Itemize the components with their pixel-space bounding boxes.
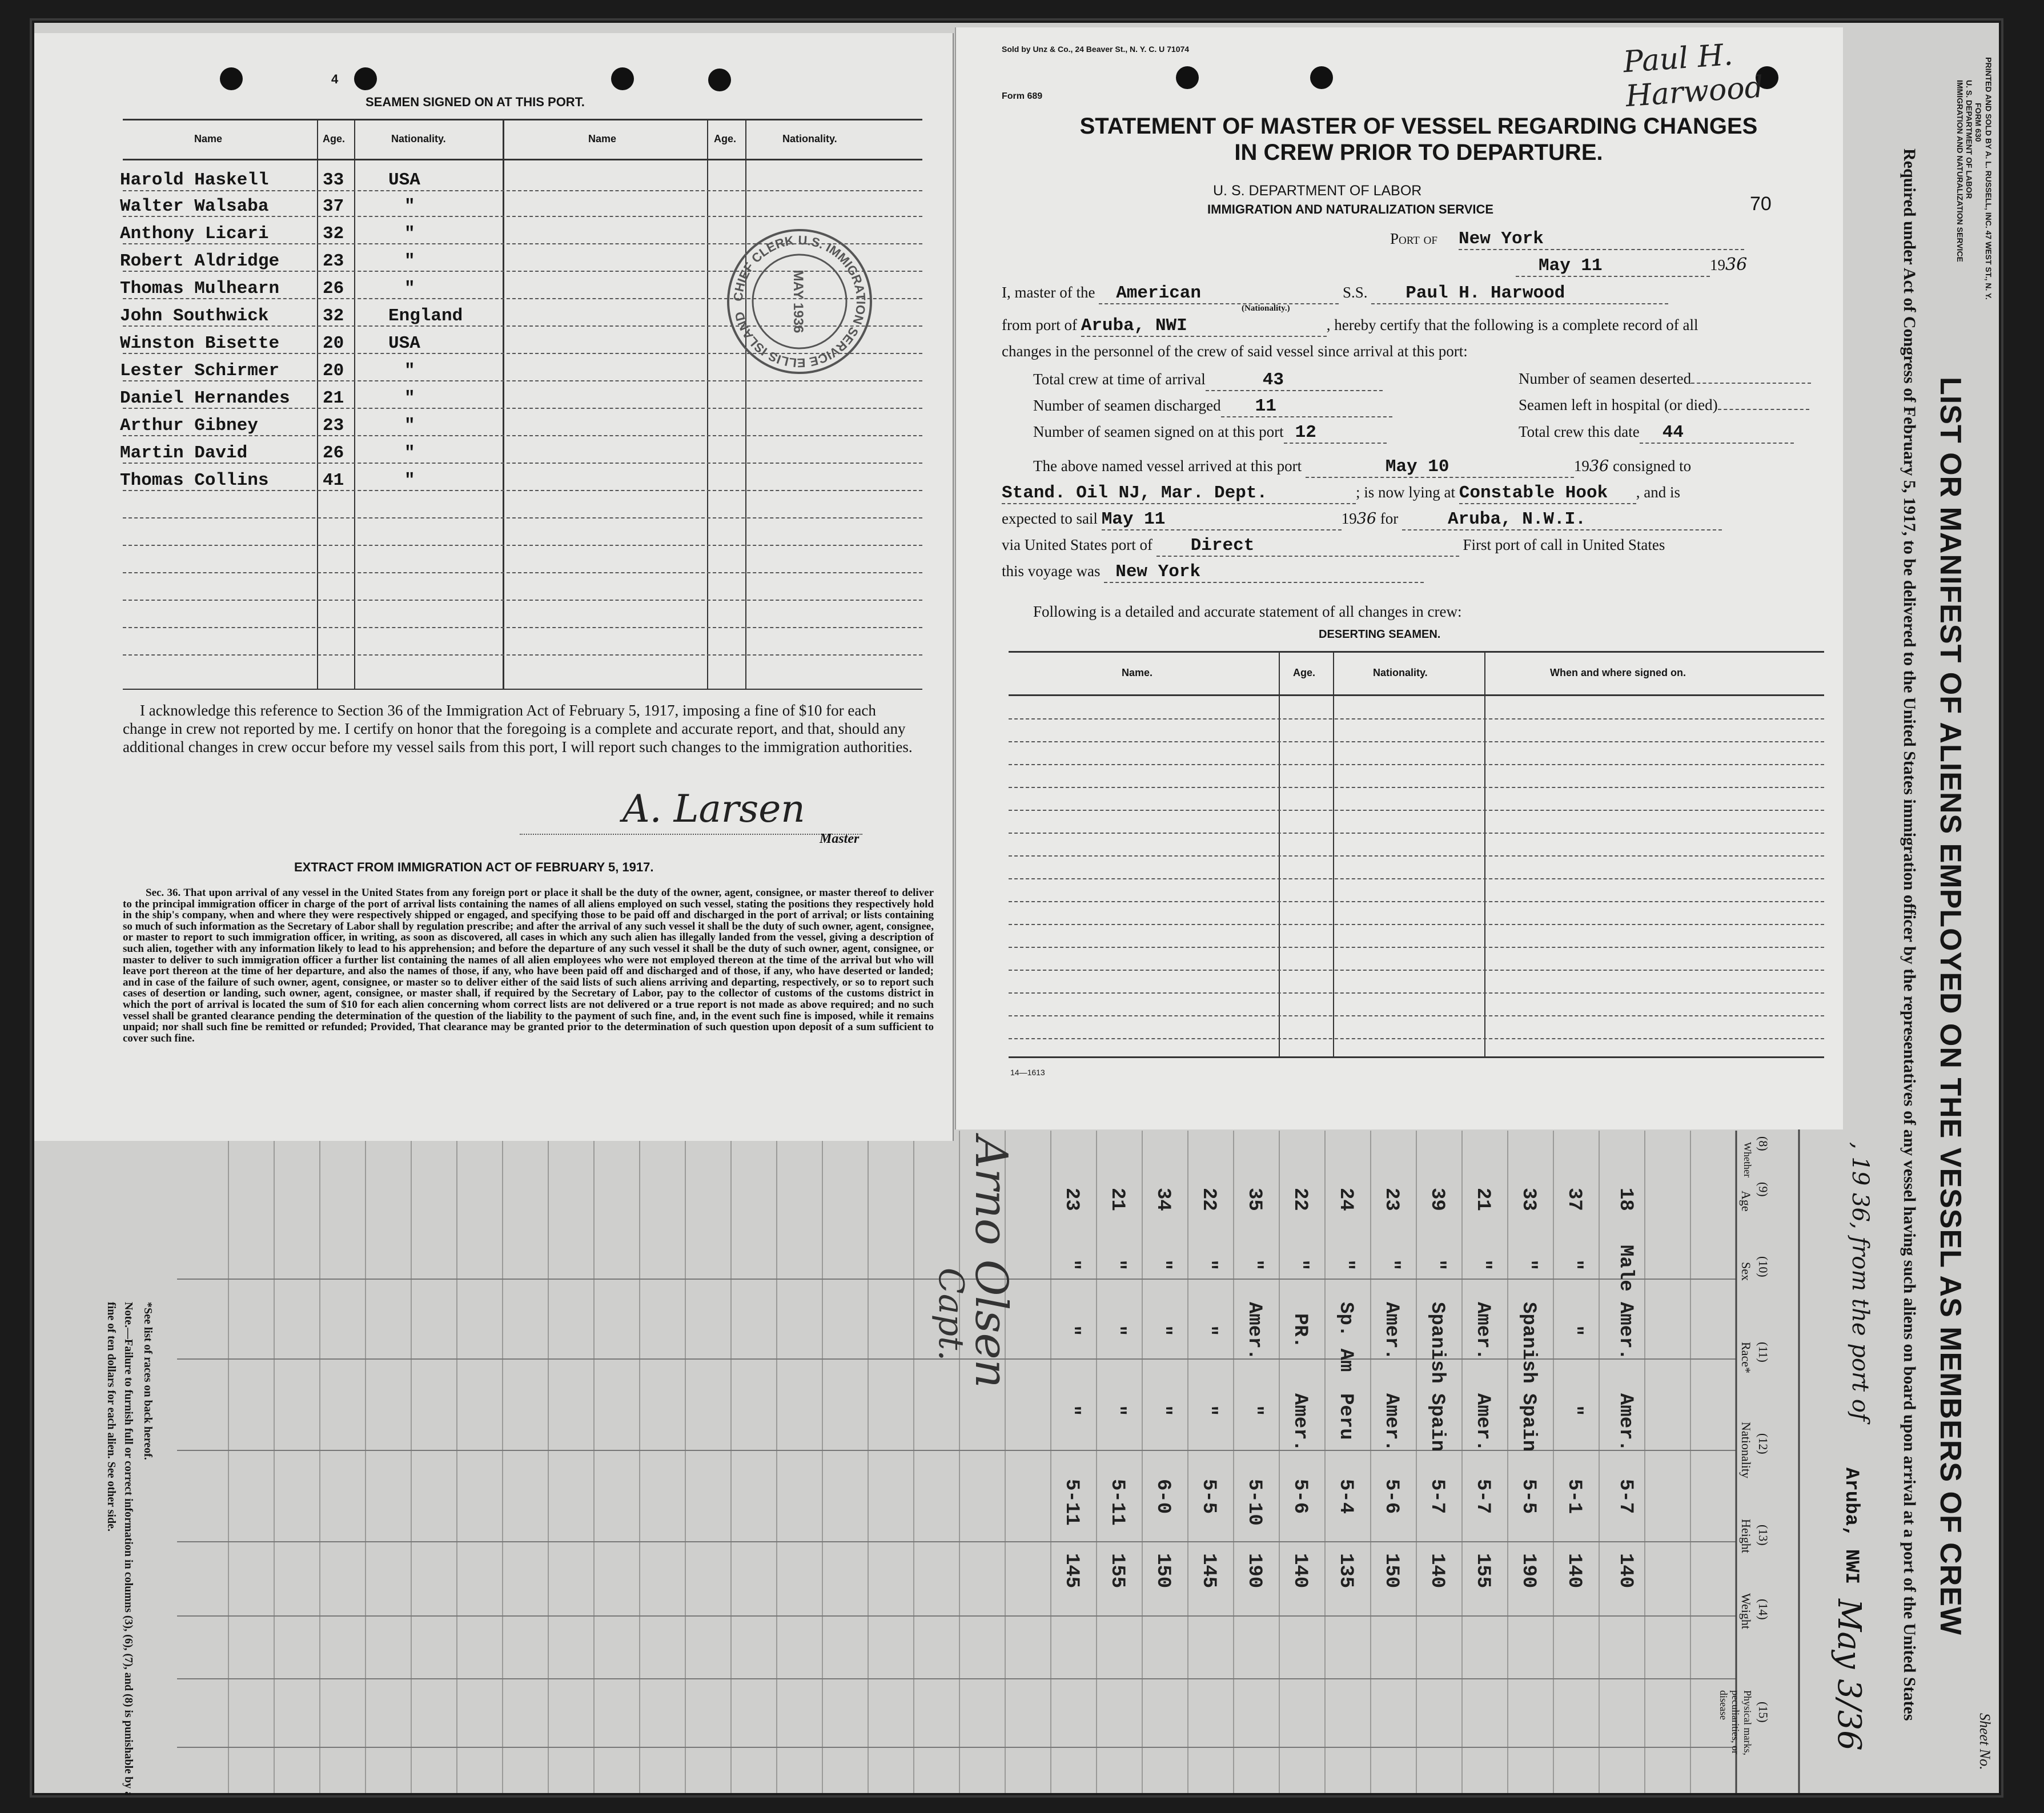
- row-sex: ": [1106, 1259, 1128, 1271]
- from-port-value[interactable]: Aruba, NWI: [1081, 316, 1327, 337]
- row-age: 33: [1517, 1188, 1539, 1211]
- crew-nationality: ": [404, 471, 415, 491]
- col-header-age: Age.: [323, 133, 346, 144]
- col-label-sex: Sex: [1739, 1262, 1753, 1281]
- year-value-2[interactable]: 36: [1589, 457, 1609, 475]
- row-weight: 140: [1426, 1553, 1448, 1589]
- row-nat: Amer.: [1615, 1393, 1636, 1452]
- crew-nationality: USA: [388, 333, 420, 353]
- row-nat: ": [1563, 1405, 1585, 1417]
- row-nat: ": [1152, 1405, 1174, 1417]
- department: U. S. DEPARTMENT OF LABOR: [1213, 183, 1422, 199]
- row-weight: 135: [1335, 1553, 1356, 1589]
- hospital-value[interactable]: [1718, 409, 1809, 410]
- voyage-label: this voyage was: [1002, 562, 1101, 580]
- crew-nationality: ": [404, 224, 415, 244]
- col-num-10: (10): [1756, 1256, 1770, 1277]
- manifest-form-number: FORM 630: [1974, 103, 1983, 142]
- crew-age: 26: [323, 279, 344, 299]
- arrived-label: The above named vessel arrived at this port: [1033, 457, 1302, 475]
- sail-date-value[interactable]: May 11: [1102, 509, 1342, 530]
- captain-title: Capt.: [931, 1268, 971, 1361]
- arrived-line: [1033, 457, 1691, 478]
- via-line: [1002, 536, 1665, 557]
- crew-age: 21: [323, 388, 344, 408]
- master-signature: A. Larsen: [623, 787, 805, 831]
- row-age: 34: [1152, 1188, 1174, 1211]
- crew-age: 20: [323, 333, 344, 353]
- crew-nationality: ": [404, 279, 415, 299]
- deserted-value[interactable]: [1691, 383, 1811, 384]
- first-port-value[interactable]: New York: [1104, 562, 1424, 583]
- punch-hole: [1176, 66, 1199, 89]
- row-race: PR.: [1289, 1313, 1311, 1349]
- crew-name: Winston Bisette: [120, 333, 280, 353]
- row-height: 5-11: [1061, 1479, 1082, 1526]
- row-height: 5-7: [1615, 1479, 1636, 1514]
- destination-value[interactable]: Aruba, N.W.I.: [1402, 509, 1722, 530]
- row-weight: 155: [1106, 1553, 1128, 1589]
- port-label: Port of: [1390, 230, 1437, 247]
- col-label-weight: Weight: [1739, 1593, 1753, 1629]
- manifest-printer: PRINTED AND SOLD BY A. L. RUSSELL, INC. 47 WEST ST., N. Y.: [1984, 57, 1993, 300]
- row-age: 21: [1472, 1188, 1493, 1211]
- crew-nationality: ": [404, 443, 415, 463]
- row-race: ": [1152, 1325, 1174, 1337]
- row-race: Spanish: [1426, 1302, 1448, 1384]
- row-age: 18: [1615, 1188, 1636, 1211]
- ss-label: S.S.: [1342, 284, 1368, 301]
- immigration-stamp: [720, 222, 880, 381]
- manifest-dept: U. S. DEPARTMENT OF LABOR: [1965, 80, 1974, 199]
- nationality-caption: (Nationality.): [1242, 304, 1290, 313]
- col-label-age: Age: [1739, 1191, 1753, 1212]
- stamp-seal-icon: [720, 222, 880, 381]
- punch-hole: [1310, 66, 1333, 89]
- row-weight: 145: [1061, 1553, 1082, 1589]
- row-sex: ": [1152, 1259, 1174, 1271]
- row-age: 22: [1198, 1188, 1219, 1211]
- crew-age: 26: [323, 443, 344, 463]
- expected-label: expected to sail: [1002, 510, 1098, 527]
- crew-name: Daniel Hernandes: [120, 388, 290, 408]
- deserting-col-name: Name.: [1122, 667, 1153, 678]
- discharged-label: Number of seamen discharged: [1033, 397, 1221, 414]
- row-age: 24: [1335, 1188, 1356, 1211]
- crew-nationality: ": [404, 388, 415, 408]
- and-is-label: , and is: [1636, 484, 1680, 501]
- left-page: [34, 33, 954, 1141]
- master-label: Master: [820, 831, 860, 846]
- crew-name: Robert Aldridge: [120, 251, 280, 271]
- date-value[interactable]: May 11: [1516, 256, 1710, 277]
- row-nat: Amer.: [1289, 1393, 1311, 1452]
- row-sex: ": [1563, 1259, 1585, 1271]
- row-weight: 140: [1289, 1553, 1311, 1589]
- row-race: ": [1061, 1325, 1082, 1337]
- crew-name: Martin David: [120, 443, 248, 463]
- crew-name: John Southwick: [120, 306, 269, 326]
- acknowledgement-text: I acknowledge this reference to Section 36 of the Immigration Act of February 5, 1917, imposing a fine of $10 for each change in crew not reported by me. I certify on honor that the foregoing is a complete and accurate report, and that, should any additional changes in crew occur before my vessel sails from this port, I will report such changes to the immigration authorities.: [123, 702, 913, 755]
- row-race: Amer.: [1243, 1302, 1265, 1361]
- row-height: 5-1: [1563, 1479, 1585, 1514]
- col-num-13: (13): [1756, 1525, 1770, 1546]
- page-no: 70: [1750, 193, 1772, 215]
- row-age: 35: [1243, 1188, 1265, 1211]
- col-header-nationality-2: Nationality.: [782, 133, 837, 144]
- crew-name: Thomas Collins: [120, 471, 269, 491]
- for-label: for: [1380, 510, 1399, 527]
- crew-nationality: England: [388, 306, 463, 326]
- total-today-value[interactable]: 44: [1640, 423, 1794, 444]
- row-race: Amer.: [1380, 1302, 1402, 1361]
- certify-text: , hereby certify that the following is a complete record of all: [1326, 316, 1698, 333]
- row-weight: 155: [1472, 1553, 1493, 1589]
- col-num-12: (12): [1756, 1433, 1770, 1454]
- manifest-footnote-fine: Note.—Failure to furnish full or correct information in columns (3), (6), (7), and (8) is punishable by a fine of ten dollars for each alien. See other side.: [105, 1302, 135, 1798]
- row-race: ": [1198, 1325, 1219, 1337]
- port-value[interactable]: New York: [1459, 229, 1744, 250]
- row-height: 5-5: [1517, 1479, 1539, 1514]
- deserted-label: Number of seamen deserted: [1519, 370, 1692, 387]
- manifest-service: IMMIGRATION AND NATURALIZATION SERVICE: [1955, 80, 1965, 262]
- form-title: [1002, 113, 1836, 166]
- extract-title: EXTRACT FROM IMMIGRATION ACT OF FEBRUARY 5, 1917.: [294, 860, 654, 874]
- row-sex: ": [1517, 1259, 1539, 1271]
- row-age: 22: [1289, 1188, 1311, 1211]
- crew-name: Arthur Gibney: [120, 416, 258, 436]
- punch-hole: [611, 67, 634, 90]
- row-sex: ": [1426, 1259, 1448, 1271]
- vessel-value[interactable]: Paul H. Harwood: [1371, 283, 1668, 304]
- deserting-col-age: Age.: [1293, 667, 1316, 678]
- lying-label: ; is now lying at: [1356, 484, 1455, 501]
- hospital-label: Seamen left in hospital (or died): [1519, 396, 1718, 413]
- row-sex: Male: [1615, 1245, 1636, 1292]
- col-num-15: (15): [1756, 1702, 1770, 1723]
- row-weight: 190: [1243, 1553, 1265, 1589]
- row-nat: Amer.: [1380, 1393, 1402, 1452]
- crew-name: Walter Walsaba: [120, 196, 269, 216]
- service: IMMIGRATION AND NATURALIZATION SERVICE: [1207, 202, 1494, 216]
- nationality-value[interactable]: American: [1099, 283, 1339, 304]
- crew-age: 41: [323, 471, 344, 491]
- page-number: 4: [331, 72, 339, 86]
- col-label-physical: Physical marks, peculiarities, or disease: [1718, 1690, 1753, 1755]
- row-sex: ": [1335, 1259, 1356, 1271]
- row-height: 5-7: [1426, 1479, 1448, 1514]
- form-title-line-1: STATEMENT OF MASTER OF VESSEL REGARDING CHANGES: [1079, 114, 1758, 139]
- manifest-from-port-text: , 19 36, from the port of: [1847, 1142, 1873, 1421]
- crew-nationality: ": [404, 361, 415, 381]
- row-height: 5-10: [1243, 1479, 1265, 1526]
- row-nat: ": [1106, 1405, 1128, 1417]
- row-race: Amer.: [1472, 1302, 1493, 1361]
- master-line: [1002, 283, 1847, 304]
- col-label-whether: Whether: [1742, 1142, 1753, 1177]
- following-text: Following is a detailed and accurate statement of all changes in crew:: [1033, 603, 1462, 620]
- row-weight: 140: [1615, 1553, 1636, 1589]
- crew-age: 32: [323, 306, 344, 326]
- manifest-handwritten-date: May 3/36: [1830, 1599, 1868, 1751]
- year-prefix-2: 19: [1573, 457, 1589, 475]
- row-race: Sp. Am: [1335, 1302, 1356, 1372]
- total-arrival-label: Total crew at time of arrival: [1033, 371, 1206, 388]
- crew-nationality: ": [404, 196, 415, 216]
- crew-age: 20: [323, 361, 344, 381]
- row-weight: 190: [1517, 1553, 1539, 1589]
- total-today-label: Total crew this date: [1519, 423, 1640, 440]
- row-age: 23: [1061, 1188, 1082, 1211]
- row-age: 21: [1106, 1188, 1128, 1211]
- col-label-nationality: Nationality: [1739, 1422, 1753, 1478]
- date-line: [1516, 255, 1747, 277]
- discharged-value[interactable]: 11: [1221, 396, 1392, 417]
- col-label-race: Race*: [1739, 1342, 1753, 1373]
- row-weight: 150: [1380, 1553, 1402, 1589]
- svg-text:MAY 1936: MAY 1936: [790, 270, 806, 333]
- svg-text:CHIEF CLERK U.S. IMMIGRATION S: CHIEF CLERK U.S. IMMIGRATION SERVICE ELLIS ISLAND: [730, 232, 869, 371]
- row-sex: ": [1289, 1259, 1311, 1271]
- vessel-name-handwritten: Paul H. Harwood: [1622, 38, 1765, 114]
- year-prefix-3: 19: [1341, 510, 1357, 527]
- col-num-8: (8): [1756, 1136, 1770, 1151]
- arrived-value[interactable]: May 10: [1306, 457, 1574, 478]
- row-height: 5-4: [1335, 1479, 1356, 1514]
- port-line: [1390, 229, 1544, 249]
- row-weight: 145: [1198, 1553, 1219, 1589]
- consignee-line: [1002, 483, 1680, 504]
- manifest-sheet-label: Sheet No.: [1977, 1713, 1993, 1770]
- crew-name: Lester Schirmer: [120, 361, 280, 381]
- row-race: Amer.: [1615, 1302, 1636, 1361]
- row-height: 5-6: [1289, 1479, 1311, 1514]
- row-height: 6-0: [1152, 1479, 1174, 1514]
- col-num-14: (14): [1756, 1599, 1770, 1620]
- row-nat: ": [1243, 1405, 1265, 1417]
- col-header-name-2: Name: [588, 133, 617, 144]
- punch-hole: [220, 67, 243, 90]
- year-prefix: 19: [1710, 256, 1725, 274]
- row-height: 5-11: [1106, 1479, 1128, 1526]
- row-sex: ": [1472, 1259, 1493, 1271]
- manifest-from-port: Aruba, NWI: [1840, 1468, 1862, 1585]
- row-age: 23: [1380, 1188, 1402, 1211]
- crew-nationality: ": [404, 416, 415, 436]
- row-race: ": [1106, 1325, 1128, 1337]
- col-num-9: (9): [1756, 1182, 1770, 1197]
- row-sex: ": [1061, 1259, 1082, 1271]
- voyage-line: [1002, 562, 1424, 583]
- row-nat: ": [1061, 1405, 1082, 1417]
- manifest-title: LIST OR MANIFEST OF ALIENS EMPLOYED ON THE VESSEL AS MEMBERS OF CREW: [1934, 377, 1967, 1635]
- signed-on-heading: SEAMEN SIGNED ON AT THIS PORT.: [366, 95, 585, 109]
- row-sex: ": [1198, 1259, 1219, 1271]
- row-nat: ": [1198, 1405, 1219, 1417]
- row-nat: Peru: [1335, 1393, 1356, 1440]
- row-age: 39: [1426, 1188, 1448, 1211]
- row-nat: Spain: [1426, 1393, 1448, 1452]
- col-label-height: Height: [1739, 1519, 1753, 1553]
- consigned-label: consigned to: [1612, 457, 1692, 475]
- form-number: Form 689: [1002, 91, 1043, 101]
- row-weight: 140: [1563, 1553, 1585, 1589]
- year-value-3[interactable]: 36: [1356, 510, 1377, 528]
- captain-signature: Arno Olsen: [965, 1136, 1017, 1388]
- extract-text: Sec. 36. That upon arrival of any vessel in the United States from any foreign port or place it shall be the duty of the owner, agent, consignee, or master thereof to deliver to the principal immigration officer in charge of the port of arrival lists containing the names of all aliens employed on such vessel, stating the positions they respectively hold in the ship's company, when and where they were respectively shipped or engaged, and specifying those to be paid off and discharged in the port of arrival; or lists containing so much of such information as the Secretary of Labor shall by regulation prescribe; and after the arrival of any such vessel it shall be the duty of such owner, agent, consignee, or master to report to such immigration officer, in writing, as soon as discovered, all cases in which any such alien has illegally landed from the vessel, giving a description of such alien, together with any information likely to lead to his apprehension; and before the departure of any such vessel it shall be the duty of such owner, agent, consignee, or master to deliver to such immigration officer a further list containing the names of all alien employees who were not employed thereon at the time of the arrival but who will leave port thereon at the time of her departure, and also the names of those, if any, who have been paid off and discharged and of those, if any, who have deserted or landed; and in case of the failure of such owner, agent, consignee, or master so to deliver either of the said lists of such aliens arriving and departing, respectively, or so to report such cases of desertion or landing, such owner, agent, consignee, or master shall, if required by the Secretary of Labor, pay to the collector of customs of the customs district in which the port of arrival is located the sum of $10 for each alien concerning whom correct lists are not delivered or a true report is not made as above required; and no such vessel shall be granted clearance pending the determination of the question of the liability to the payment of such fine, and, in the event such fine is imposed, while it remains unpaid; nor shall such fine be remitted or refunded; Provided, That clearance may be granted prior to the determination of such question upon deposit of a sum sufficient to cover such fine.: [123, 887, 934, 1044]
- row-nat: Amer.: [1472, 1393, 1493, 1452]
- from-port-line: [1002, 316, 1698, 337]
- punch-hole: [354, 67, 377, 90]
- deserting-col-nationality: Nationality.: [1373, 667, 1428, 678]
- manifest-footnote-races: *See list of races on back hereof.: [142, 1302, 154, 1460]
- row-sex: ": [1380, 1259, 1402, 1271]
- manifest-subtitle: Required under Act of Congress of February 5, 1917, to be delivered to the United States immigration officer by the representatives of any vessel having such aliens on board upon arrival at a port of the United States: [1900, 148, 1919, 1721]
- year-value[interactable]: 36: [1725, 255, 1748, 275]
- crew-age: 23: [323, 416, 344, 436]
- printer-line: Sold by Unz & Co., 24 Beaver St., N. Y. C. U 71074: [1002, 45, 1190, 54]
- deserting-heading: DESERTING SEAMEN.: [1319, 628, 1441, 641]
- master-of-label: I, master of the: [1002, 284, 1095, 301]
- col-header-age-2: Age.: [714, 133, 737, 144]
- row-race: Spanish: [1517, 1302, 1539, 1384]
- form-footer: 14—1613: [1010, 1068, 1045, 1077]
- lying-value[interactable]: Constable Hook: [1459, 483, 1636, 504]
- crew-age: 33: [323, 170, 344, 190]
- crew-age: 32: [323, 224, 344, 244]
- col-header-nationality: Nationality.: [391, 133, 446, 144]
- crew-age: 37: [323, 196, 344, 216]
- row-weight: 150: [1152, 1553, 1174, 1589]
- form-title-line-2: IN CREW PRIOR TO DEPARTURE.: [1234, 140, 1603, 165]
- col-num-11: (11): [1756, 1342, 1770, 1362]
- crew-age: 23: [323, 251, 344, 271]
- right-page: [955, 27, 1843, 1129]
- row-sex: ": [1243, 1259, 1265, 1271]
- crew-nationality: ": [404, 251, 415, 271]
- via-value[interactable]: Direct: [1156, 536, 1459, 557]
- crew-name: Harold Haskell: [120, 170, 269, 190]
- row-height: 5-5: [1198, 1479, 1219, 1514]
- row-age: 37: [1563, 1188, 1585, 1211]
- changes-text: changes in the personnel of the crew of said vessel since arrival at this port:: [1002, 343, 1468, 360]
- crew-nationality: USA: [388, 170, 420, 190]
- row-height: 5-6: [1380, 1479, 1402, 1514]
- total-arrival-value[interactable]: 43: [1206, 370, 1383, 391]
- row-height: 5-7: [1472, 1479, 1493, 1514]
- consignee-value[interactable]: Stand. Oil NJ, Mar. Dept.: [1002, 483, 1356, 504]
- crew-name: Thomas Mulhearn: [120, 279, 280, 299]
- first-port-label: First port of call in United States: [1463, 536, 1665, 553]
- punch-hole: [708, 69, 731, 91]
- col-header-name: Name: [194, 133, 223, 144]
- deserting-col-when-where: When and where signed on.: [1550, 667, 1686, 678]
- sail-line: [1002, 509, 1722, 530]
- via-label: via United States port of: [1002, 536, 1152, 553]
- from-port-label: from port of: [1002, 316, 1077, 333]
- row-nat: Spain: [1517, 1393, 1539, 1452]
- signed-on-label: Number of seamen signed on at this port: [1033, 423, 1284, 440]
- signed-on-value[interactable]: 12: [1284, 423, 1387, 444]
- crew-name: Anthony Licari: [120, 224, 269, 244]
- row-race: ": [1563, 1325, 1585, 1337]
